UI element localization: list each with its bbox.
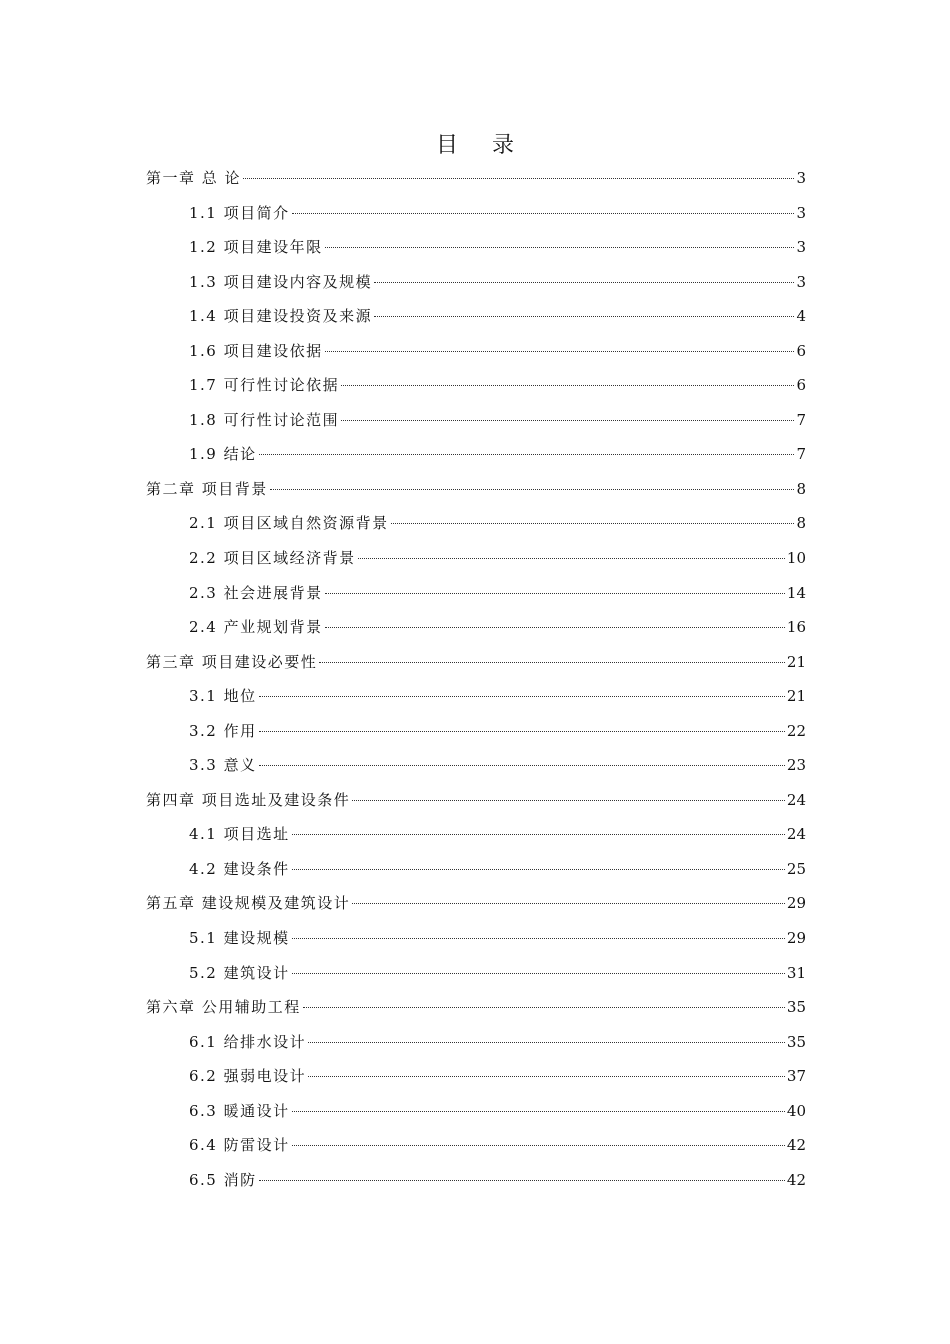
- dot-leader: [292, 834, 785, 835]
- toc-page-number: 29: [786, 894, 806, 913]
- toc-page-number: 6: [796, 376, 806, 395]
- dot-leader: [292, 1111, 785, 1112]
- toc-chapter-entry[interactable]: [0, 478, 950, 513]
- toc-page-number: 8: [796, 479, 806, 498]
- toc-section-entry[interactable]: [0, 720, 950, 755]
- dot-leader: [259, 1180, 785, 1181]
- dot-leader: [325, 351, 794, 352]
- toc-page-number: 24: [786, 790, 806, 809]
- toc-entry-label: 3.1 地位: [189, 687, 257, 706]
- toc-page-number: 21: [786, 652, 806, 671]
- toc-page-number: 25: [786, 859, 806, 878]
- toc-entry-label: 第四章 项目选址及建设条件: [146, 790, 351, 809]
- toc-entry-label: 1.9 结论: [189, 445, 257, 464]
- toc-section-entry[interactable]: [0, 582, 950, 617]
- toc-page-number: 14: [786, 583, 806, 602]
- toc-section-entry[interactable]: [0, 236, 950, 271]
- toc-page-number: 42: [786, 1170, 806, 1189]
- toc-page-number: 3: [796, 238, 806, 257]
- dot-leader: [259, 454, 794, 455]
- toc-list: [0, 167, 950, 1203]
- dot-leader: [374, 316, 794, 317]
- toc-page-number: 3: [796, 272, 806, 291]
- toc-entry-label: 6.4 防雷设计: [189, 1136, 290, 1155]
- toc-page-number: 40: [786, 1101, 806, 1120]
- toc-page-number: 7: [796, 410, 806, 429]
- toc-page-number: 8: [796, 514, 806, 533]
- toc-entry-label: 1.4 项目建设投资及来源: [189, 307, 373, 326]
- toc-page-number: 31: [786, 963, 806, 982]
- toc-entry-label: 第二章 项目背景: [146, 479, 268, 498]
- toc-page-number: 3: [796, 169, 806, 187]
- toc-section-entry[interactable]: [0, 547, 950, 582]
- toc-entry-label: 1.8 可行性讨论范围: [189, 410, 340, 429]
- toc-section-entry[interactable]: [0, 271, 950, 306]
- toc-entry-label: 4.2 建设条件: [189, 859, 290, 878]
- toc-section-entry[interactable]: [0, 374, 950, 409]
- toc-entry-label: 1.2 项目建设年限: [189, 238, 323, 257]
- toc-section-entry[interactable]: [0, 340, 950, 375]
- dot-leader: [259, 696, 785, 697]
- toc-page-number: 3: [796, 203, 806, 222]
- toc-section-entry[interactable]: [0, 823, 950, 858]
- dot-leader: [325, 627, 785, 628]
- toc-entry-label: 2.4 产业规划背景: [189, 618, 323, 637]
- dot-leader: [341, 420, 794, 421]
- toc-entry-label: 6.3 暖通设计: [189, 1101, 290, 1120]
- dot-leader: [341, 385, 794, 386]
- toc-chapter-entry[interactable]: [0, 167, 950, 202]
- toc-section-entry[interactable]: [0, 512, 950, 547]
- toc-entry-label: 2.2 项目区域经济背景: [189, 549, 356, 568]
- dot-leader: [292, 869, 785, 870]
- toc-entry-label: 6.2 强弱电设计: [189, 1067, 307, 1086]
- toc-chapter-entry[interactable]: [0, 996, 950, 1031]
- toc-section-entry[interactable]: [0, 754, 950, 789]
- dot-leader: [325, 593, 785, 594]
- toc-page-number: 16: [786, 618, 806, 637]
- dot-leader: [308, 1042, 785, 1043]
- dot-leader: [292, 213, 794, 214]
- toc-page-number: 10: [786, 549, 806, 568]
- toc-page-number: 35: [786, 998, 806, 1017]
- toc-section-entry[interactable]: [0, 685, 950, 720]
- toc-entry-label: 第一章 总 论: [146, 169, 242, 187]
- toc-section-entry[interactable]: [0, 616, 950, 651]
- dot-leader: [358, 558, 785, 559]
- toc-entry-label: 第五章 建设规模及建筑设计: [146, 894, 351, 913]
- toc-page-number: 24: [786, 825, 806, 844]
- toc-page-number: 23: [786, 756, 806, 775]
- toc-entry-label: 第三章 项目建设必要性: [146, 652, 318, 671]
- toc-entry-label: 5.1 建设规模: [189, 929, 290, 948]
- dot-leader: [352, 800, 785, 801]
- toc-entry-label: 1.6 项目建设依据: [189, 341, 323, 360]
- dot-leader: [352, 903, 785, 904]
- toc-entry-label: 3.3 意义: [189, 756, 257, 775]
- toc-section-entry[interactable]: [0, 1100, 950, 1135]
- toc-section-entry[interactable]: [0, 962, 950, 997]
- toc-entry-label: 5.2 建筑设计: [189, 963, 290, 982]
- toc-page-number: 4: [796, 307, 806, 326]
- dot-leader: [391, 523, 794, 524]
- dot-leader: [292, 973, 785, 974]
- toc-entry-label: 1.3 项目建设内容及规模: [189, 272, 373, 291]
- toc-entry-label: 1.7 可行性讨论依据: [189, 376, 340, 395]
- toc-section-entry[interactable]: [0, 443, 950, 478]
- toc-entry-label: 2.3 社会进展背景: [189, 583, 323, 602]
- toc-page-number: 21: [786, 687, 806, 706]
- toc-section-entry[interactable]: [0, 1169, 950, 1204]
- dot-leader: [259, 731, 785, 732]
- toc-entry-label: 2.1 项目区域自然资源背景: [189, 514, 389, 533]
- toc-entry-label: 6.1 给排水设计: [189, 1032, 307, 1051]
- dot-leader: [259, 765, 785, 766]
- dot-leader: [292, 938, 785, 939]
- toc-title: 目录: [435, 133, 548, 158]
- toc-page-number: 6: [796, 341, 806, 360]
- toc-page-number: 29: [786, 929, 806, 948]
- toc-section-entry[interactable]: [0, 1065, 950, 1100]
- toc-chapter-entry[interactable]: [0, 892, 950, 927]
- dot-leader: [292, 1145, 785, 1146]
- dot-leader: [325, 247, 794, 248]
- toc-section-entry[interactable]: [0, 409, 950, 444]
- toc-chapter-entry[interactable]: [0, 651, 950, 686]
- dot-leader: [308, 1076, 785, 1077]
- dot-leader: [243, 178, 794, 179]
- toc-section-entry[interactable]: [0, 858, 950, 893]
- dot-leader: [303, 1007, 785, 1008]
- dot-leader: [270, 489, 794, 490]
- toc-entry-label: 6.5 消防: [189, 1170, 257, 1189]
- toc-entry-label: 3.2 作用: [189, 721, 257, 740]
- toc-section-entry[interactable]: [0, 1031, 950, 1066]
- toc-entry-label: 第六章 公用辅助工程: [146, 998, 301, 1017]
- toc-page-number: 22: [786, 721, 806, 740]
- toc-section-entry[interactable]: [0, 202, 950, 237]
- toc-page-number: 35: [786, 1032, 806, 1051]
- toc-section-entry[interactable]: [0, 305, 950, 340]
- toc-entry-label: 1.1 项目简介: [189, 203, 290, 222]
- toc-page-number: 7: [796, 445, 806, 464]
- toc-page-number: 37: [786, 1067, 806, 1086]
- toc-chapter-entry[interactable]: [0, 789, 950, 824]
- dot-leader: [374, 282, 794, 283]
- dot-leader: [319, 662, 785, 663]
- toc-entry-label: 4.1 项目选址: [189, 825, 290, 844]
- toc-section-entry[interactable]: [0, 1134, 950, 1169]
- toc-section-entry[interactable]: [0, 927, 950, 962]
- toc-page-number: 42: [786, 1136, 806, 1155]
